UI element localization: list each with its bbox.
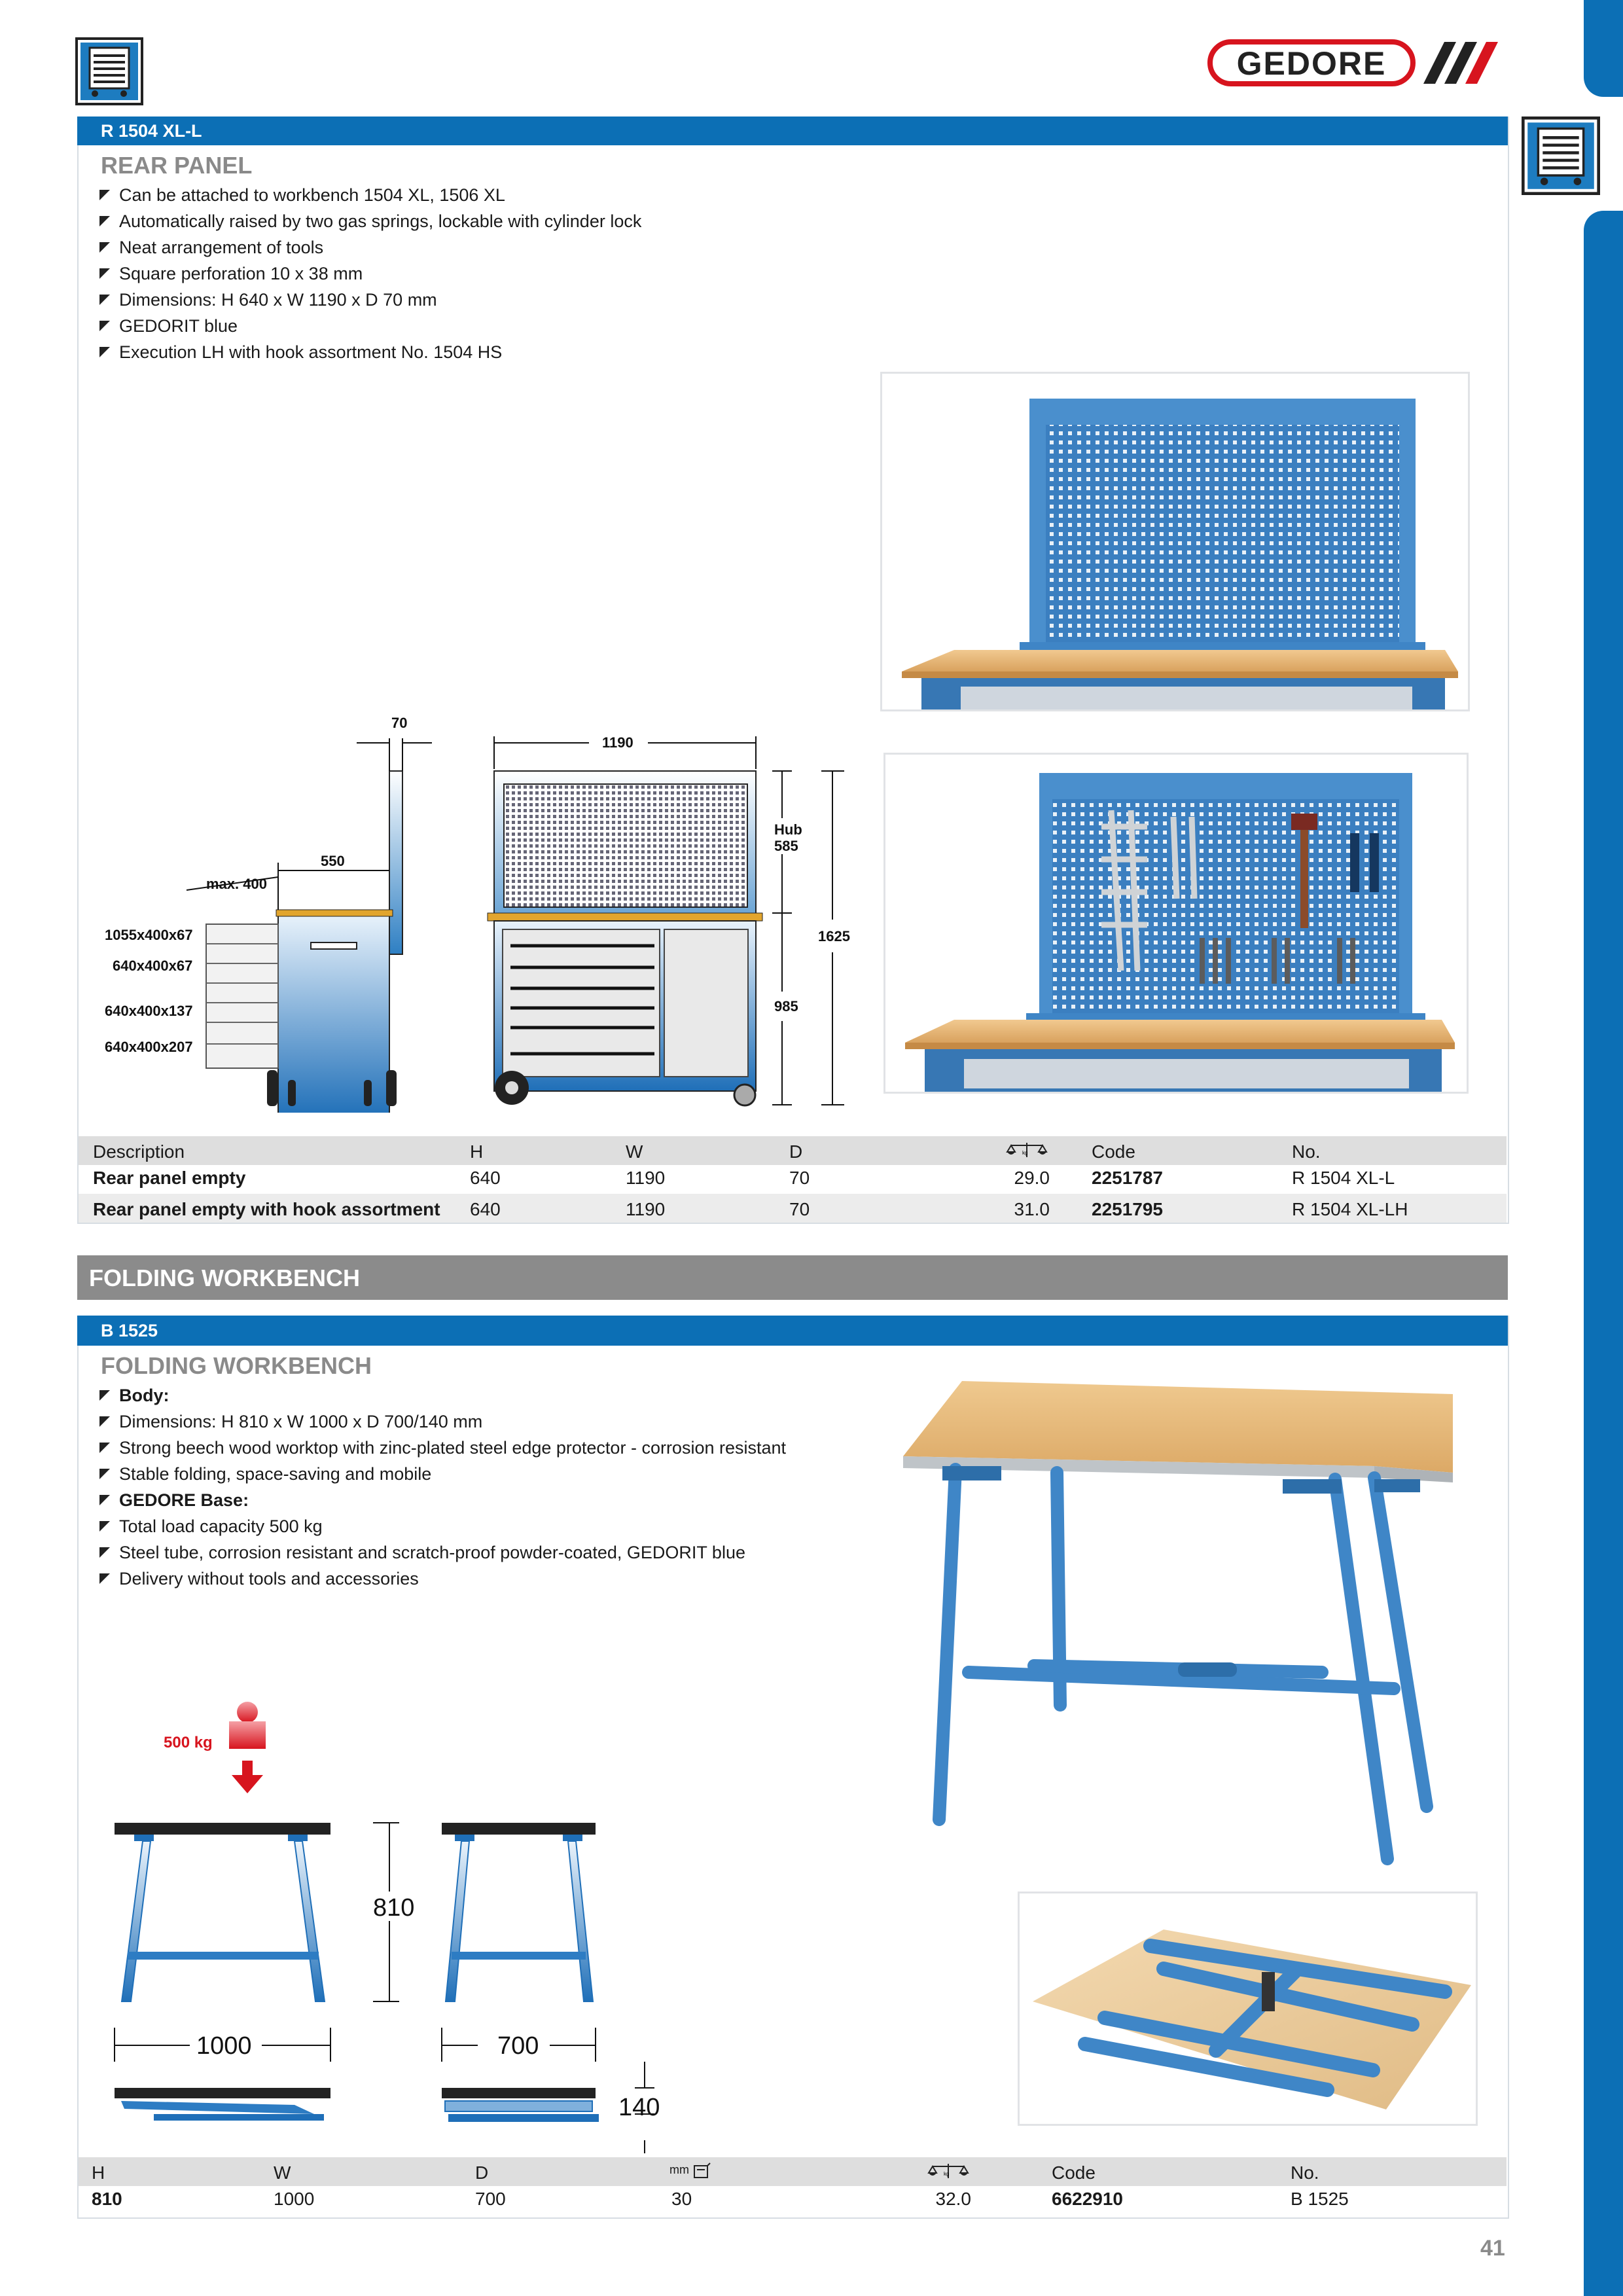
list-item: Neat arrangement of tools [99, 234, 885, 260]
col-code: Code [1052, 2162, 1096, 2183]
feature-list [99, 182, 885, 365]
table-row [79, 2186, 1507, 2215]
weight-scale-icon [1006, 1140, 1048, 1163]
gedore-logo [1207, 38, 1502, 88]
page-number: 41 [1480, 2236, 1505, 2261]
row-code: 2251795 [1092, 1199, 1164, 1219]
row-description: Rear panel empty [93, 1168, 246, 1188]
row-code: 6622910 [1052, 2189, 1124, 2209]
list-item: Delivery without tools and accessories [99, 1566, 950, 1592]
col-w: W [274, 2162, 291, 2183]
row-no: R 1504 XL-L [1292, 1168, 1395, 1188]
svg-text:kg: kg [1022, 1150, 1028, 1156]
product-code: B 1525 [101, 1321, 158, 1340]
list-item: Square perforation 10 x 38 mm [99, 260, 885, 287]
drawer-label-2: 640x400x67 [113, 958, 193, 974]
list-item: Total load capacity 500 kg [99, 1513, 950, 1539]
table-header [79, 1136, 1507, 1165]
category-title: FOLDING WORKBENCH [89, 1265, 360, 1291]
col-d: D [789, 1141, 803, 1162]
product-code-bar [77, 1316, 1508, 1346]
rear-panel-technical-drawing [98, 713, 870, 1113]
row-h: 640 [470, 1168, 501, 1188]
drawer-label-1: 1055x400x67 [105, 927, 193, 943]
feature-list [99, 1382, 950, 1592]
table-row [79, 1194, 1507, 1223]
dim-hub-label: Hub [774, 821, 802, 838]
row-code: 2251787 [1092, 1168, 1164, 1188]
col-h: H [92, 2162, 105, 2183]
row-description: Rear panel empty with hook assortment [93, 1199, 440, 1219]
rear-panel-with-tools-photo [883, 753, 1469, 1094]
list-item: Dimensions: H 640 x W 1190 x D 70 mm [99, 287, 885, 313]
row-no: B 1525 [1291, 2189, 1349, 2209]
col-no: No. [1292, 1141, 1321, 1162]
dim-585: 585 [774, 838, 798, 854]
list-item: Automatically raised by two gas springs, lockable with cylinder lock [99, 208, 885, 234]
product-code: R 1504 XL-L [101, 121, 202, 141]
col-h: H [470, 1141, 484, 1162]
folded-workbench-photo [1018, 1892, 1478, 2126]
row-w: 1000 [274, 2189, 315, 2209]
dim-1625: 1625 [818, 928, 850, 944]
side-cabinet-icon [1522, 117, 1600, 195]
row-h: 810 [92, 2189, 122, 2209]
row-weight: 32.0 [935, 2189, 971, 2209]
tool-cabinet-icon [75, 37, 143, 105]
svg-text:kg: kg [944, 2171, 950, 2177]
dim-700: 700 [497, 2032, 539, 2060]
col-no: No. [1291, 2162, 1319, 2183]
side-tab-top [1584, 0, 1623, 97]
dim-1000: 1000 [196, 2032, 252, 2060]
dim-985: 985 [774, 998, 798, 1014]
unit-label: mm [669, 2163, 689, 2177]
logo-text: GEDORE [1236, 45, 1387, 82]
side-tab-main [1584, 211, 1623, 2296]
col-d: D [475, 2162, 489, 2183]
product-code-bar [77, 117, 1508, 145]
rear-panel-photo [880, 372, 1470, 711]
category-bar [77, 1255, 1508, 1300]
load-label: 500 kg [164, 1734, 213, 1751]
section-title: FOLDING WORKBENCH [101, 1352, 372, 1379]
dim-550: 550 [321, 853, 345, 869]
dim-1190: 1190 [602, 734, 633, 751]
row-weight: 29.0 [1014, 1168, 1050, 1188]
col-code: Code [1092, 1141, 1135, 1162]
list-item: Dimensions: H 810 x W 1000 x D 700/140 mm [99, 1408, 950, 1435]
list-item: Steel tube, corrosion resistant and scratch-proof powder-coated, GEDORIT blue [99, 1539, 950, 1566]
row-h: 640 [470, 1199, 501, 1219]
folding-workbench-photo [890, 1374, 1466, 1872]
row-no: R 1504 XL-LH [1292, 1199, 1408, 1219]
folding-workbench-technical-drawing [98, 1695, 687, 2160]
list-item: Stable folding, space-saving and mobile [99, 1461, 950, 1487]
dim-70: 70 [391, 715, 408, 731]
weight-scale-icon [927, 2161, 969, 2184]
list-item: GEDORE Base: [99, 1487, 950, 1513]
table-row [79, 1165, 1507, 1194]
list-item: GEDORIT blue [99, 313, 885, 339]
row-d: 70 [789, 1199, 810, 1219]
row-w: 1190 [626, 1168, 666, 1188]
list-item: Can be attached to workbench 1504 XL, 1506 XL [99, 182, 885, 208]
row-d: 700 [475, 2189, 506, 2209]
list-item: Strong beech wood worktop with zinc-plated steel edge protector - corrosion resistant [99, 1435, 950, 1461]
col-w: W [626, 1141, 643, 1162]
folded-size-icon [669, 2162, 711, 2180]
drawer-label-3: 640x400x137 [105, 1003, 193, 1019]
list-item: Body: [99, 1382, 950, 1408]
dim-810: 810 [373, 1894, 415, 1922]
row-weight: 31.0 [1014, 1199, 1050, 1219]
row-w: 1190 [626, 1199, 666, 1219]
dim-140: 140 [618, 2094, 660, 2121]
list-item: Execution LH with hook assortment No. 1504 HS [99, 339, 885, 365]
drawer-label-4: 640x400x207 [105, 1039, 193, 1055]
row-d: 70 [789, 1168, 810, 1188]
dim-max400: max. 400 [206, 876, 267, 892]
table-header [79, 2157, 1507, 2186]
row-folded: 30 [671, 2189, 692, 2209]
col-description: Description [93, 1141, 185, 1162]
section-title: REAR PANEL [101, 152, 253, 179]
